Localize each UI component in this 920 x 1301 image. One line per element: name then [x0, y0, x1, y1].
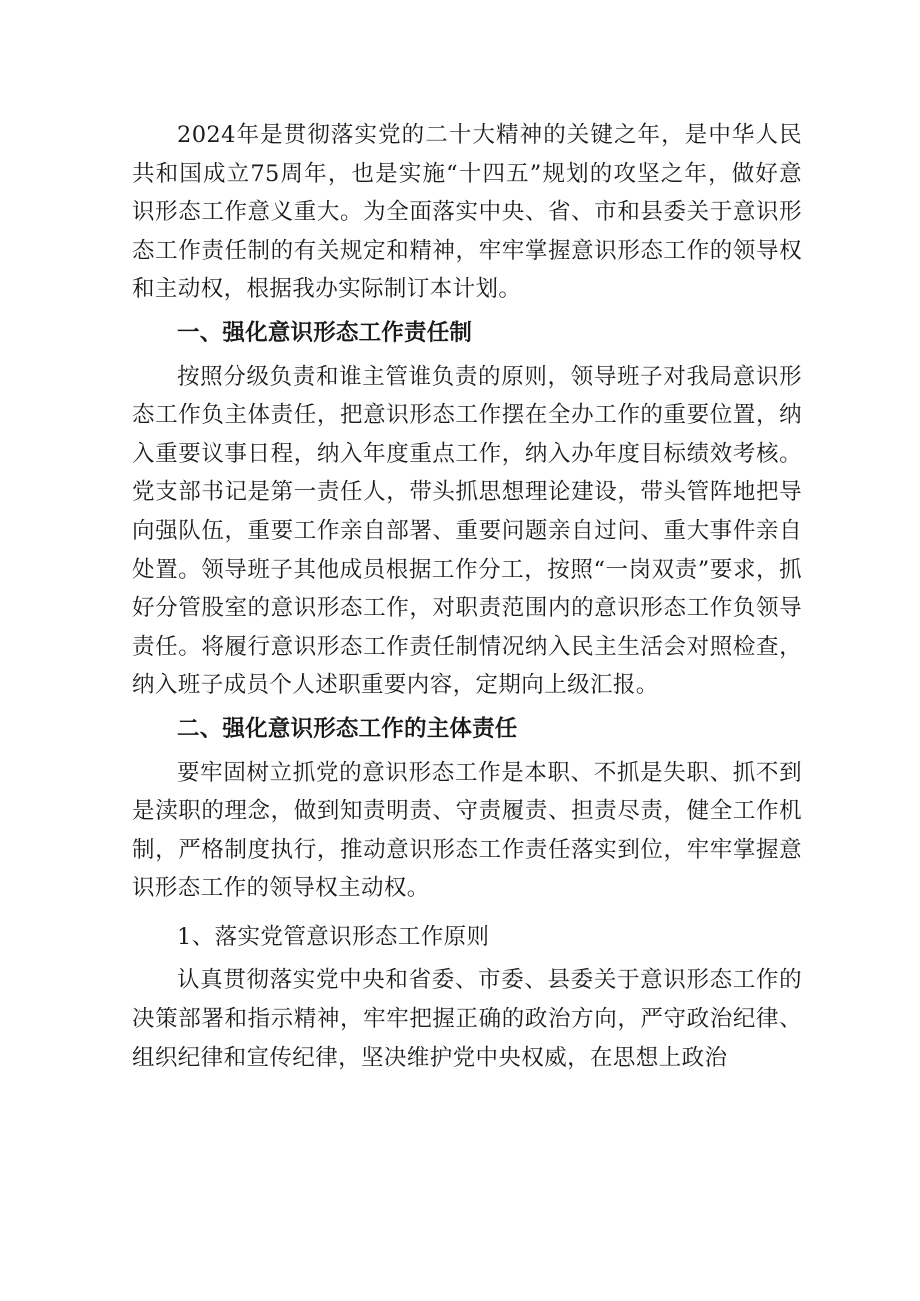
document-body: [132, 116, 802, 1077]
section-1-paragraph: 按照分级负责和谁主管谁负责的原则，领导班子对我局意识形态工作负主体责任，把意识形态工作摆在全办工作的重要位置，纳入重要议事日程，纳入年度重点工作，纳入办年度目标绩效考核。党支部书记是第一责任人，带头抓思想理论建设，带头管阵地把导向强队伍，重要工作亲自部署、重要问题亲自过问、重大事件亲自处置。领导班子其他成员根据工作分工，按照“一岗双责”要求，抓好分管股室的意识形态工作，对职责范围内的意识形态工作负领导责任。将履行意识形态工作责任制情况纳入民主生活会对照检查，纳入班子成员个人述职重要内容，定期向上级汇报。: [132, 363, 802, 699]
section-2-heading: 二、强化意识形态工作的主体责任: [177, 715, 518, 742]
section-1-heading: 一、强化意识形态工作责任制: [177, 319, 473, 346]
section-2-paragraph: 要牢固树立抓党的意识形态工作是本职、不抓是失职、抓不到是渎职的理念，做到知责明责、守责履责、担责尽责，健全工作机制，严格制度执行，推动意识形态工作责任落实到位，牢牢掌握意识形态工作的领导权主动权。: [132, 759, 802, 902]
intro-paragraph: 2024年是贯彻落实党的二十大精神的关键之年，是中华人民共和国成立75周年，也是实施“十四五”规划的攻坚之年，做好意识形态工作意义重大。为全面落实中央、省、市和县委关于意识形态工作责任制的有关规定和精神，牢牢掌握意识形态工作的领导权和主动权，根据我办实际制订本计划。: [132, 122, 802, 303]
subsection-1-paragraph: 认真贯彻落实党中央和省委、市委、县委关于意识形态工作的决策部署和指示精神，牢牢把握正确的政治方向，严守政治纪律、组织纪律和宣传纪律，坚决维护党中央权威，在思想上政治: [132, 967, 802, 1071]
subsection-1-heading: 1、落实党管意识形态工作原则: [177, 923, 490, 950]
